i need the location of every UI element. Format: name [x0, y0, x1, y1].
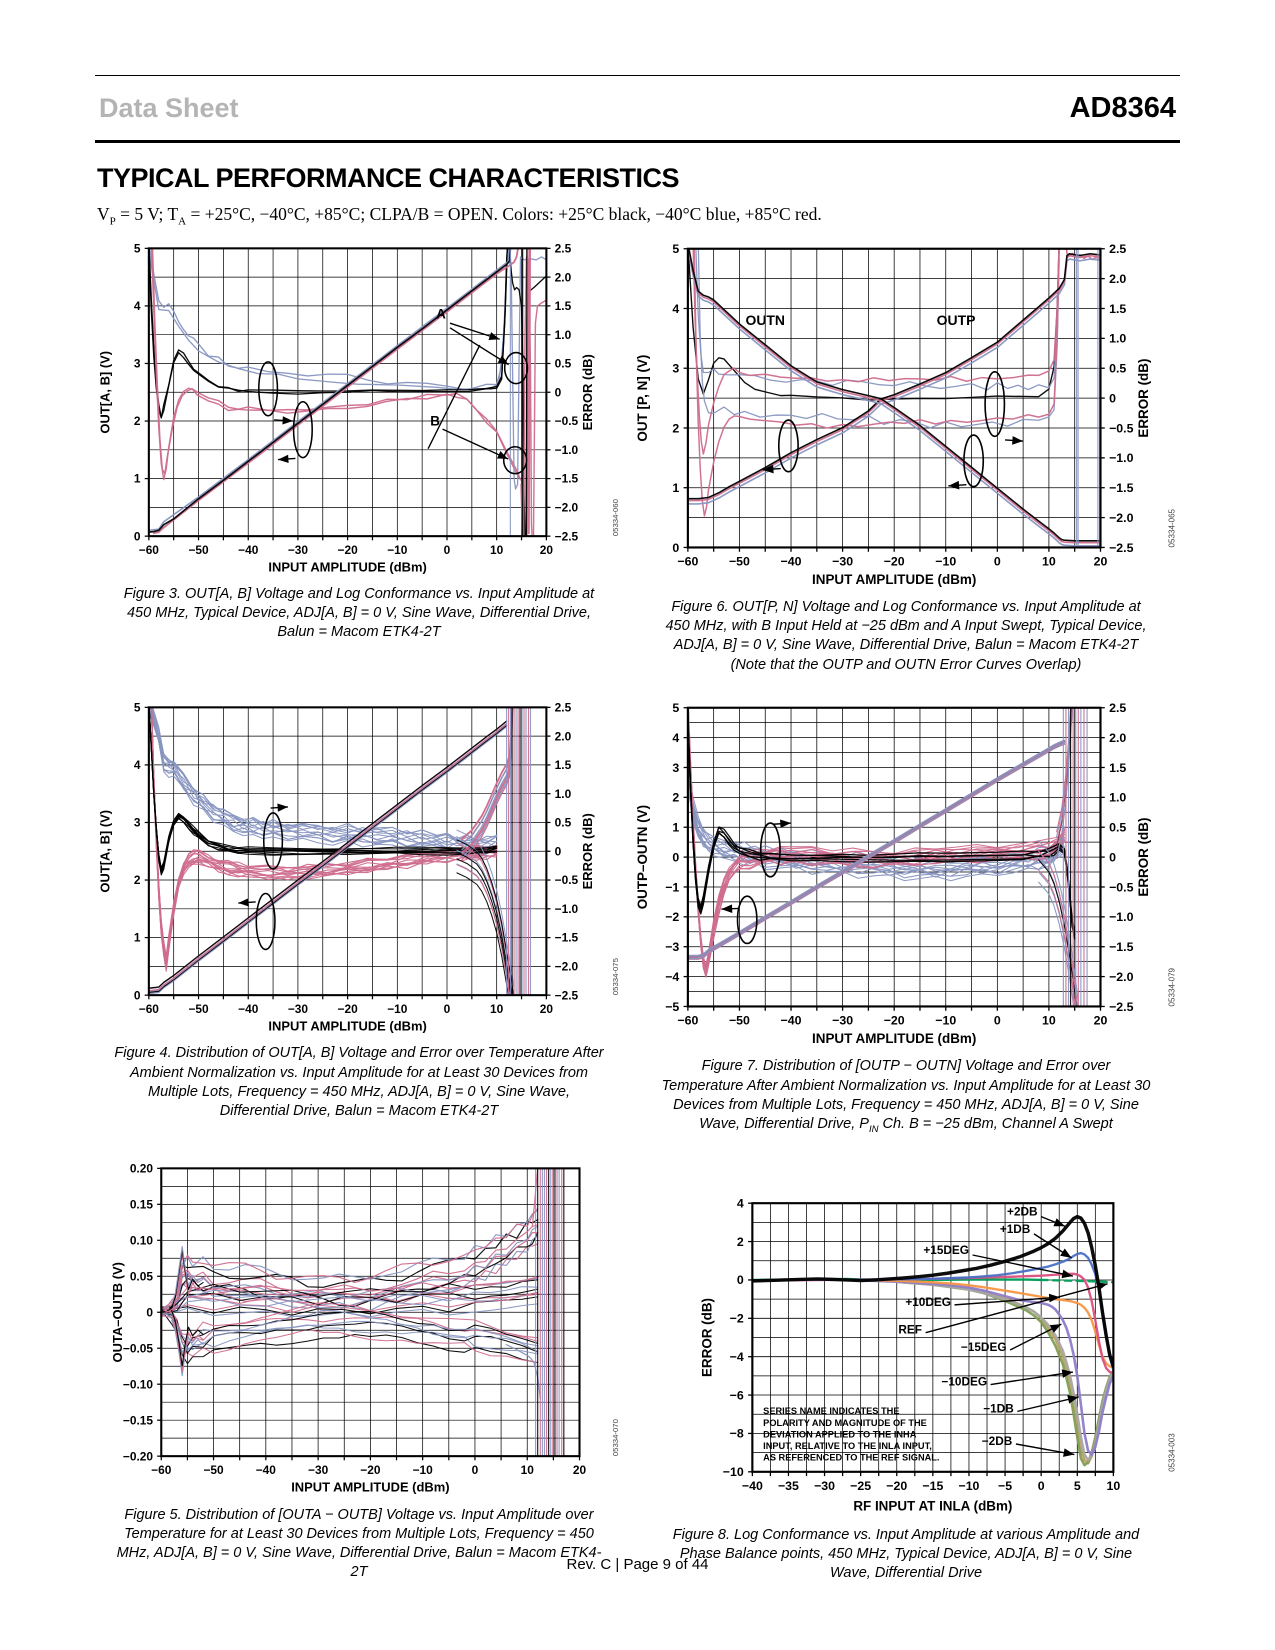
svg-text:2: 2	[736, 1235, 744, 1250]
svg-text:0: 0	[1109, 850, 1116, 865]
svg-text:1: 1	[133, 471, 141, 486]
svg-text:−1.5: −1.5	[554, 471, 579, 486]
svg-text:ERROR (dB): ERROR (dB)	[579, 353, 595, 430]
figure-4-chart	[95, 697, 623, 1041]
figure-7-chart	[632, 697, 1180, 1054]
svg-text:+10DEG: +10DEG	[905, 1295, 951, 1310]
svg-text:OUT[A, B] (V): OUT[A, B] (V)	[97, 809, 113, 893]
doc-type-label: Data Sheet	[99, 92, 239, 123]
svg-text:−35: −35	[777, 1479, 799, 1494]
svg-text:3: 3	[672, 760, 680, 775]
svg-text:−40: −40	[780, 554, 802, 569]
svg-text:4: 4	[672, 730, 680, 745]
figure-6	[632, 238, 1180, 687]
svg-text:20: 20	[539, 542, 553, 557]
svg-text:−50: −50	[188, 1001, 209, 1016]
figure-3-caption: Figure 3. OUT[A, B] Voltage and Log Conformance vs. Input Amplitude at 450 MHz, Typical Device, ADJ[A, B] = 0 V, Sine Wave, Differential Drive, Balun = Macom ETK4-2T	[123, 586, 595, 641]
figure-7-caption: Figure 7. Distribution of [OUTP − OUTN] Voltage and Error over Temperature After Ambient Normalization vs. Input Amplitude for at Least 30 Devices from Multiple Lots, Frequency = 450 MHz, ADJ[A, B] = 0 V, Sine Wave, Differential Drive, $P_{IN}$ Ch. B = −25 dBm, Channel A Swept	[661, 1058, 1151, 1135]
svg-text:0: 0	[1037, 1479, 1045, 1494]
test-conditions: $V_P = 5$ V; $T_A = +25^\circ C$, −40°C, +85°C; CLPA/B = OPEN. Colors: +25°C black, −40°C blue, +85°C red.	[97, 204, 822, 228]
svg-text:−2.5: −2.5	[1109, 999, 1134, 1014]
svg-text:−0.10: −0.10	[122, 1377, 153, 1392]
svg-text:0: 0	[554, 384, 562, 399]
svg-text:−2.5: −2.5	[554, 528, 579, 543]
svg-text:2.0: 2.0	[1109, 730, 1127, 745]
svg-text:−10: −10	[958, 1479, 980, 1494]
svg-text:3: 3	[133, 815, 141, 830]
svg-text:10: 10	[520, 1463, 534, 1478]
svg-text:−4: −4	[665, 969, 680, 984]
svg-text:0: 0	[443, 1001, 451, 1016]
svg-text:−50: −50	[203, 1463, 224, 1478]
svg-text:−1.0: −1.0	[554, 901, 579, 916]
svg-text:10: 10	[1106, 1479, 1121, 1494]
svg-text:AS REFERENCED TO THE REF SIGNA: AS REFERENCED TO THE REF SIGNAL.	[763, 1452, 940, 1463]
svg-text:−25: −25	[850, 1479, 872, 1494]
svg-text:1.0: 1.0	[554, 786, 572, 801]
svg-text:−60: −60	[138, 1001, 159, 1016]
svg-text:−15DEG: −15DEG	[960, 1340, 1007, 1355]
svg-text:1.5: 1.5	[554, 757, 572, 772]
svg-text:INPUT, RELATIVE TO THE INLA IN: INPUT, RELATIVE TO THE INLA INPUT,	[763, 1441, 932, 1452]
figure-5-caption: Figure 5. Distribution of [OUTA − OUTB] Voltage vs. Input Amplitude over Temperature for at Least 30 Devices from Multiple Lots, Frequency = 450 MHz, ADJ[A, B] = 0 V, Sine Wave, Differential Drive, Balun = Macom ETK4-2T	[116, 1506, 602, 1581]
svg-text:0: 0	[471, 1463, 479, 1478]
svg-text:0: 0	[133, 528, 141, 543]
svg-text:2.5: 2.5	[554, 240, 572, 255]
svg-text:−2.0: −2.0	[1109, 510, 1134, 525]
svg-text:−10: −10	[412, 1463, 433, 1478]
svg-text:5: 5	[1073, 1479, 1081, 1494]
svg-text:B: B	[430, 413, 440, 429]
svg-text:−20: −20	[883, 554, 905, 569]
svg-text:2.0: 2.0	[554, 269, 572, 284]
svg-text:−60: −60	[677, 554, 699, 569]
svg-text:10: 10	[1042, 1013, 1056, 1028]
svg-text:20: 20	[572, 1463, 587, 1478]
figure-6-caption: Figure 6. OUT[P, N] Voltage and Log Conformance vs. Input Amplitude at 450 MHz, with B Input Held at −25 dBm and A Input Swept, Typical Device, ADJ[A, B] = 0 V, Sine Wave, Differential Drive, Balun = Macom ETK4-2T (Note that the OUTP and OUTN Error Curves Overlap)	[665, 599, 1147, 673]
svg-text:4: 4	[133, 757, 141, 772]
svg-text:5: 5	[672, 241, 680, 256]
svg-text:−2.0: −2.0	[1109, 969, 1134, 984]
svg-text:1: 1	[672, 820, 680, 835]
svg-text:−20: −20	[886, 1479, 908, 1494]
svg-text:−0.5: −0.5	[1109, 420, 1134, 435]
svg-text:−30: −30	[832, 554, 854, 569]
svg-text:−1DB: −1DB	[983, 1401, 1014, 1416]
svg-text:−20: −20	[337, 1001, 358, 1016]
svg-text:−1.5: −1.5	[554, 930, 579, 945]
svg-text:REF: REF	[898, 1322, 923, 1337]
svg-text:0: 0	[133, 988, 141, 1003]
figure-code: 05334-070	[610, 1419, 620, 1457]
svg-text:0.05: 0.05	[129, 1269, 153, 1284]
svg-text:−2: −2	[665, 909, 680, 924]
svg-text:−1: −1	[665, 880, 680, 895]
svg-text:+1DB: +1DB	[999, 1222, 1031, 1237]
svg-text:DEVIATION APPLIED TO THE INHA: DEVIATION APPLIED TO THE INHA	[763, 1429, 917, 1440]
svg-text:1: 1	[133, 930, 141, 945]
figure-4	[95, 697, 623, 1149]
svg-text:2: 2	[133, 872, 141, 887]
svg-text:0.20: 0.20	[129, 1161, 153, 1176]
svg-text:−30: −30	[814, 1479, 836, 1494]
svg-text:−60: −60	[138, 542, 159, 557]
svg-text:2: 2	[133, 413, 141, 428]
svg-text:ERROR (dB): ERROR (dB)	[1135, 817, 1151, 897]
svg-text:4: 4	[672, 301, 680, 316]
svg-text:0: 0	[1109, 390, 1116, 405]
svg-text:RF INPUT AT INLA (dBm): RF INPUT AT INLA (dBm)	[853, 1498, 1013, 1514]
svg-text:−1.0: −1.0	[554, 442, 579, 457]
svg-text:−1.0: −1.0	[1109, 909, 1134, 924]
svg-text:1.5: 1.5	[1109, 301, 1127, 316]
svg-text:OUTP–OUTN (V): OUTP–OUTN (V)	[635, 804, 651, 910]
page-header	[95, 75, 1180, 143]
svg-text:−1.0: −1.0	[1109, 450, 1134, 465]
svg-text:0: 0	[993, 1013, 1001, 1028]
svg-text:−20: −20	[337, 542, 358, 557]
svg-text:4: 4	[133, 298, 141, 313]
figure-code: 05334-079	[1167, 967, 1177, 1007]
svg-text:20: 20	[1093, 554, 1108, 569]
svg-text:3: 3	[133, 356, 141, 371]
svg-text:−20: −20	[360, 1463, 381, 1478]
svg-text:−2.0: −2.0	[554, 500, 579, 515]
svg-text:−1.5: −1.5	[1109, 939, 1134, 954]
svg-text:0: 0	[554, 844, 562, 859]
svg-text:10: 10	[490, 1001, 504, 1016]
svg-text:−0.5: −0.5	[554, 413, 579, 428]
svg-text:2.0: 2.0	[554, 729, 572, 744]
svg-text:−4: −4	[729, 1350, 744, 1365]
svg-text:10: 10	[1042, 554, 1056, 569]
svg-text:−30: −30	[832, 1013, 854, 1028]
svg-text:OUTA–OUTB (V): OUTA–OUTB (V)	[109, 1262, 125, 1363]
svg-text:−15: −15	[922, 1479, 944, 1494]
svg-text:5: 5	[133, 240, 141, 255]
svg-text:+2DB: +2DB	[1007, 1204, 1038, 1219]
svg-text:INPUT AMPLITUDE (dBm): INPUT AMPLITUDE (dBm)	[812, 1030, 977, 1046]
svg-text:−50: −50	[188, 542, 209, 557]
svg-text:2.0: 2.0	[1109, 271, 1127, 286]
svg-text:1.5: 1.5	[1109, 760, 1127, 775]
figure-7	[632, 697, 1180, 1149]
svg-text:−0.15: −0.15	[122, 1413, 153, 1428]
svg-text:−50: −50	[728, 554, 750, 569]
svg-text:−5: −5	[665, 999, 680, 1014]
svg-text:−2.5: −2.5	[554, 988, 579, 1003]
svg-text:−40: −40	[255, 1463, 276, 1478]
svg-text:−0.20: −0.20	[122, 1449, 153, 1464]
figure-3-chart	[95, 238, 623, 582]
svg-text:SERIES NAME INDICATES THE: SERIES NAME INDICATES THE	[763, 1406, 900, 1417]
svg-text:−40: −40	[780, 1013, 802, 1028]
svg-text:0: 0	[146, 1305, 153, 1320]
svg-text:−10: −10	[935, 554, 957, 569]
svg-text:0.10: 0.10	[129, 1233, 153, 1248]
svg-text:−1.5: −1.5	[1109, 480, 1134, 495]
svg-text:0: 0	[672, 540, 680, 555]
figure-code: 05334-075	[610, 957, 620, 995]
figure-6-chart	[632, 238, 1180, 595]
svg-text:0.5: 0.5	[554, 815, 572, 830]
svg-text:−40: −40	[238, 1001, 259, 1016]
svg-text:2.5: 2.5	[1109, 700, 1127, 715]
svg-text:−5: −5	[998, 1479, 1013, 1494]
svg-text:−40: −40	[741, 1479, 763, 1494]
svg-text:−10: −10	[722, 1465, 744, 1480]
svg-text:ERROR (dB): ERROR (dB)	[579, 812, 595, 890]
svg-text:OUTP: OUTP	[936, 311, 976, 328]
svg-text:−50: −50	[728, 1013, 750, 1028]
svg-text:0: 0	[736, 1273, 744, 1288]
figures-grid	[95, 238, 1180, 1605]
figure-8	[632, 1186, 1180, 1595]
figure-code: 05334-003	[1167, 1433, 1177, 1473]
svg-text:1.0: 1.0	[554, 327, 572, 342]
svg-text:20: 20	[1093, 1013, 1108, 1028]
svg-text:1.5: 1.5	[554, 298, 572, 313]
svg-text:−3: −3	[665, 939, 680, 954]
figure-3	[95, 238, 623, 687]
svg-text:3: 3	[672, 361, 680, 376]
figure-4-caption: Figure 4. Distribution of OUT[A, B] Voltage and Error over Temperature After Ambient Normalization vs. Input Amplitude for at Least 30 Devices from Multiple Lots, Frequency = 450 MHz, ADJ[A, B] = 0 V, Sine Wave, Differential Drive, Balun = Macom ETK4-2T	[114, 1045, 604, 1119]
figure-8-caption: Figure 8. Log Conformance vs. Input Amplitude at various Amplitude and Phase Balance points, 450 MHz, Typical Device, ADJ[A, B] = 0 V, Sine Wave, Differential Drive	[672, 1526, 1140, 1581]
svg-text:−10: −10	[387, 1001, 408, 1016]
svg-text:0: 0	[993, 554, 1001, 569]
svg-text:−60: −60	[151, 1463, 172, 1478]
svg-text:OUTN: OUTN	[745, 311, 786, 328]
svg-text:1.0: 1.0	[1109, 331, 1127, 346]
figure-8-chart	[632, 1186, 1180, 1521]
svg-text:−8: −8	[729, 1426, 744, 1441]
svg-text:−30: −30	[287, 1001, 309, 1016]
svg-text:A: A	[436, 306, 446, 322]
svg-text:−6: −6	[729, 1388, 744, 1403]
svg-text:20: 20	[539, 1001, 553, 1016]
svg-text:0.5: 0.5	[554, 356, 572, 371]
svg-text:4: 4	[736, 1196, 744, 1211]
svg-text:−0.5: −0.5	[1109, 880, 1134, 895]
figure-5	[95, 1158, 623, 1595]
svg-text:−30: −30	[308, 1463, 329, 1478]
svg-text:0.15: 0.15	[129, 1197, 153, 1212]
section-title: TYPICAL PERFORMANCE CHARACTERISTICS	[97, 163, 680, 193]
svg-text:0.5: 0.5	[1109, 820, 1127, 835]
figure-5-chart	[95, 1158, 623, 1502]
svg-text:+15DEG: +15DEG	[923, 1243, 969, 1258]
svg-text:2.5: 2.5	[1109, 241, 1127, 256]
svg-text:10: 10	[490, 542, 504, 557]
svg-text:1.0: 1.0	[1109, 790, 1127, 805]
svg-text:ERROR (dB): ERROR (dB)	[699, 1298, 715, 1378]
svg-text:−60: −60	[677, 1013, 699, 1028]
svg-text:OUT [P, N] (V): OUT [P, N] (V)	[635, 354, 651, 442]
svg-text:INPUT AMPLITUDE (dBm): INPUT AMPLITUDE (dBm)	[812, 571, 977, 587]
svg-text:−10: −10	[935, 1013, 957, 1028]
figure-code: 05334-065	[1167, 508, 1177, 547]
svg-text:0.5: 0.5	[1109, 361, 1127, 376]
svg-text:−20: −20	[883, 1013, 905, 1028]
svg-text:POLARITY AND MAGNITUDE OF THE: POLARITY AND MAGNITUDE OF THE	[763, 1418, 927, 1429]
svg-text:2.5: 2.5	[554, 700, 572, 715]
svg-text:−40: −40	[238, 542, 259, 557]
svg-text:−0.05: −0.05	[122, 1341, 153, 1356]
svg-text:−2: −2	[729, 1311, 744, 1326]
svg-text:−10: −10	[387, 542, 408, 557]
svg-text:INPUT AMPLITUDE (dBm): INPUT AMPLITUDE (dBm)	[291, 1479, 450, 1495]
svg-text:INPUT AMPLITUDE (dBm): INPUT AMPLITUDE (dBm)	[268, 1018, 427, 1034]
svg-text:5: 5	[672, 700, 680, 715]
svg-text:1: 1	[672, 480, 680, 495]
svg-text:ERROR (dB): ERROR (dB)	[1135, 358, 1151, 438]
svg-text:−30: −30	[287, 542, 309, 557]
svg-text:0: 0	[672, 850, 680, 865]
svg-text:0: 0	[443, 542, 451, 557]
svg-text:5: 5	[133, 700, 141, 715]
svg-text:INPUT AMPLITUDE (dBm): INPUT AMPLITUDE (dBm)	[268, 558, 427, 574]
svg-text:−0.5: −0.5	[554, 872, 579, 887]
page-footer: Rev. C | Page 9 of 44	[566, 1556, 709, 1573]
svg-text:−2.5: −2.5	[1109, 540, 1134, 555]
svg-text:2: 2	[672, 790, 680, 805]
svg-text:−10DEG: −10DEG	[941, 1374, 988, 1389]
svg-text:−2DB: −2DB	[981, 1434, 1013, 1449]
part-number: AD8364	[1069, 91, 1176, 124]
svg-text:2: 2	[672, 420, 680, 435]
svg-text:−2.0: −2.0	[554, 959, 579, 974]
figure-code: 05334-060	[610, 498, 620, 536]
svg-text:OUT[A, B] (V): OUT[A, B] (V)	[97, 350, 113, 434]
